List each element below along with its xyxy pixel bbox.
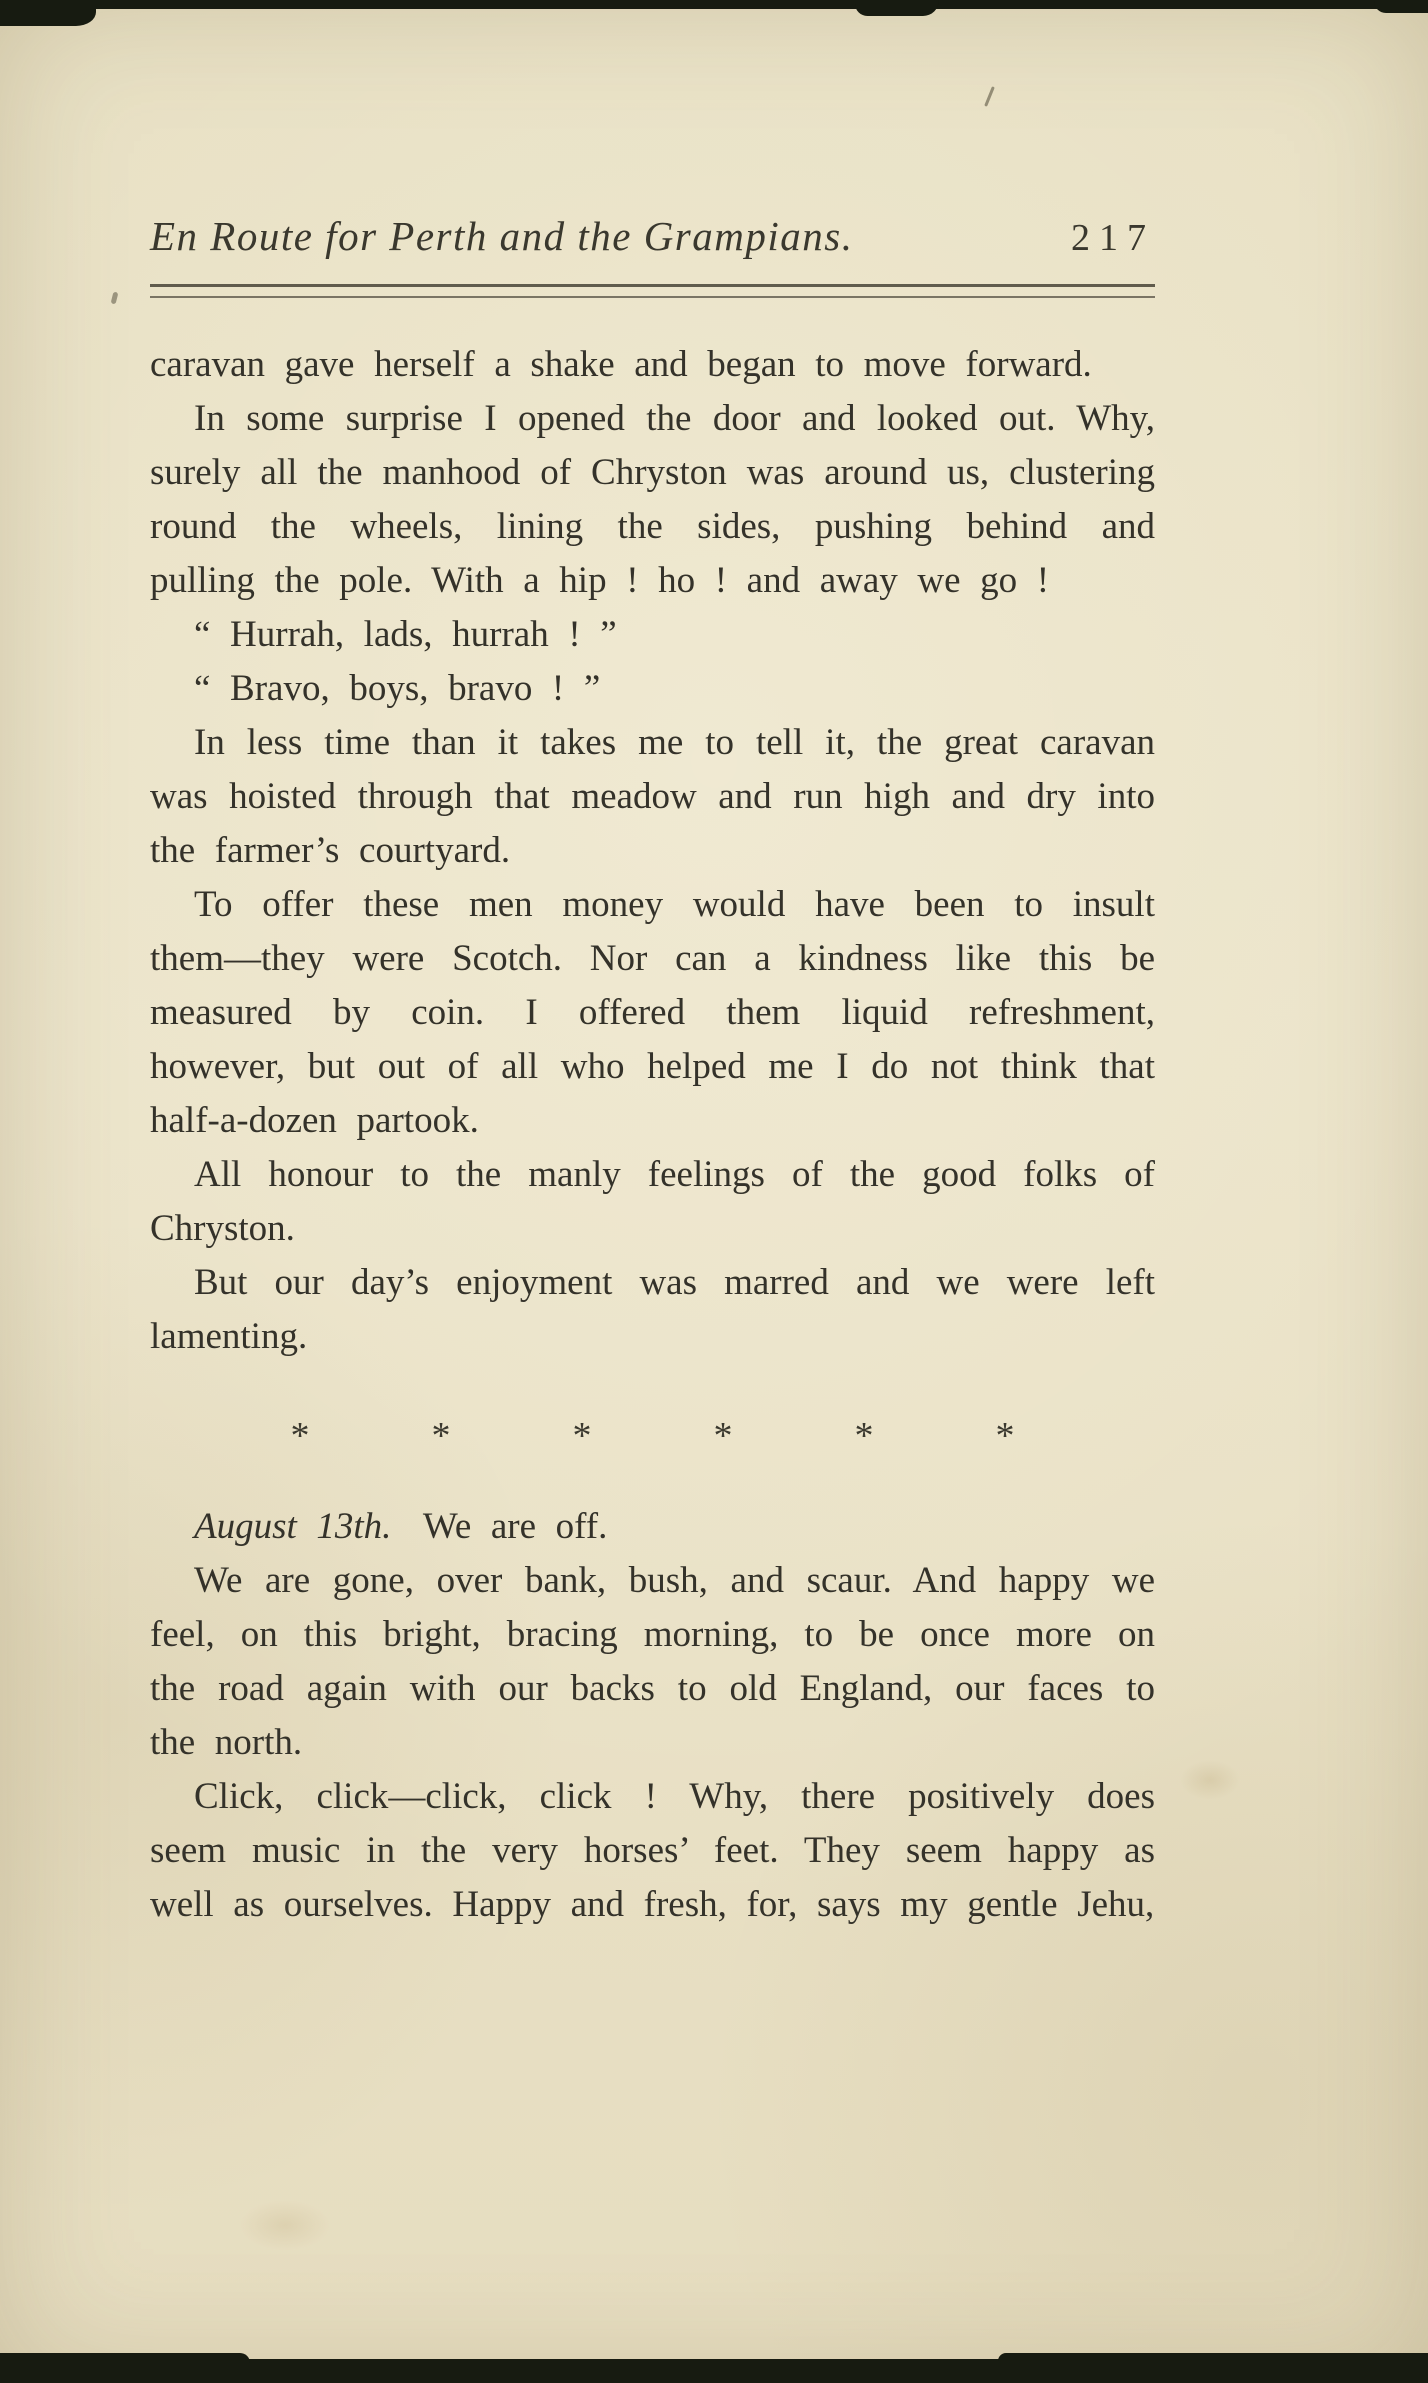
text-block bbox=[150, 338, 1155, 1932]
asterisk: * bbox=[290, 1415, 310, 1457]
paragraph: We are gone, over bank, bush, and scaur. And happy we feel, on this bright, bracing morning, to be once more on the road again with our backs to old England, our faces to the north. bbox=[150, 1560, 1155, 1763]
paragraph-quote: “ Bravo, boys, bravo ! ” bbox=[194, 668, 601, 709]
running-header bbox=[150, 212, 1155, 260]
scan-shadow-bottom-left bbox=[0, 2353, 250, 2363]
asterisk: * bbox=[713, 1415, 733, 1457]
paragraph: Click, click—click, click ! Why, there positively does seem music in the very horses’ feet. They seem happy as well as ourselves. Happy and fresh, for, says my gentle Jehu, bbox=[150, 1776, 1155, 1925]
scan-shadow-top-left bbox=[0, 0, 96, 26]
scan-shadow-top-mid bbox=[855, 0, 939, 16]
paragraph: In less time than it takes me to tell it, the great caravan was hoisted through that meadow and run high and dry into the farmer’s courtyard. bbox=[150, 722, 1155, 871]
asterisk: * bbox=[854, 1415, 874, 1457]
diary-date: August 13th. bbox=[194, 1506, 392, 1547]
page-number: 217 bbox=[1071, 217, 1155, 259]
paragraph-diary-entry bbox=[150, 1500, 1155, 1554]
asterisk: * bbox=[572, 1415, 592, 1457]
asterisk: * bbox=[431, 1415, 451, 1457]
asterisk: * bbox=[995, 1415, 1015, 1457]
paragraph: But our day’s enjoyment was marred and we were left lamenting. bbox=[150, 1262, 1155, 1357]
paragraph: To offer these men money would have been to insult them—they were Scotch. Nor can a kindness like this be measured by coin. I offered them liquid refreshment, however, but out of all who helped me I do not think that half-a-dozen partook. bbox=[150, 884, 1155, 1141]
diary-text: We are off. bbox=[422, 1506, 608, 1547]
paragraph-quote: “ Hurrah, lads, hurrah ! ” bbox=[194, 614, 617, 655]
scan-band-top bbox=[0, 0, 1428, 9]
paragraph: All honour to the manly feelings of the good folks of Chryston. bbox=[150, 1154, 1155, 1249]
scan-shadow-top-right bbox=[1374, 0, 1428, 13]
scan-artifact-speck bbox=[111, 292, 119, 305]
header-rule bbox=[150, 284, 1155, 298]
page-content bbox=[150, 212, 1155, 1932]
running-title: En Route for Perth and the Grampians. bbox=[150, 213, 854, 259]
paragraph: caravan gave herself a shake and began to move forward. bbox=[150, 344, 1092, 385]
scan-artifact-slash bbox=[984, 86, 995, 107]
asterisk-separator bbox=[280, 1408, 1025, 1464]
scan-artifact-foxing bbox=[1180, 1760, 1240, 1800]
scan-shadow-bottom-right bbox=[998, 2353, 1428, 2361]
paragraph: In some surprise I opened the door and looked out. Why, surely all the manhood of Chryston was around us, clustering round the wheels, lining the sides, pushing behind and pulling the pole. With a hip ! ho ! and away we go ! bbox=[150, 398, 1155, 601]
scan-artifact-foxing bbox=[240, 2200, 330, 2250]
